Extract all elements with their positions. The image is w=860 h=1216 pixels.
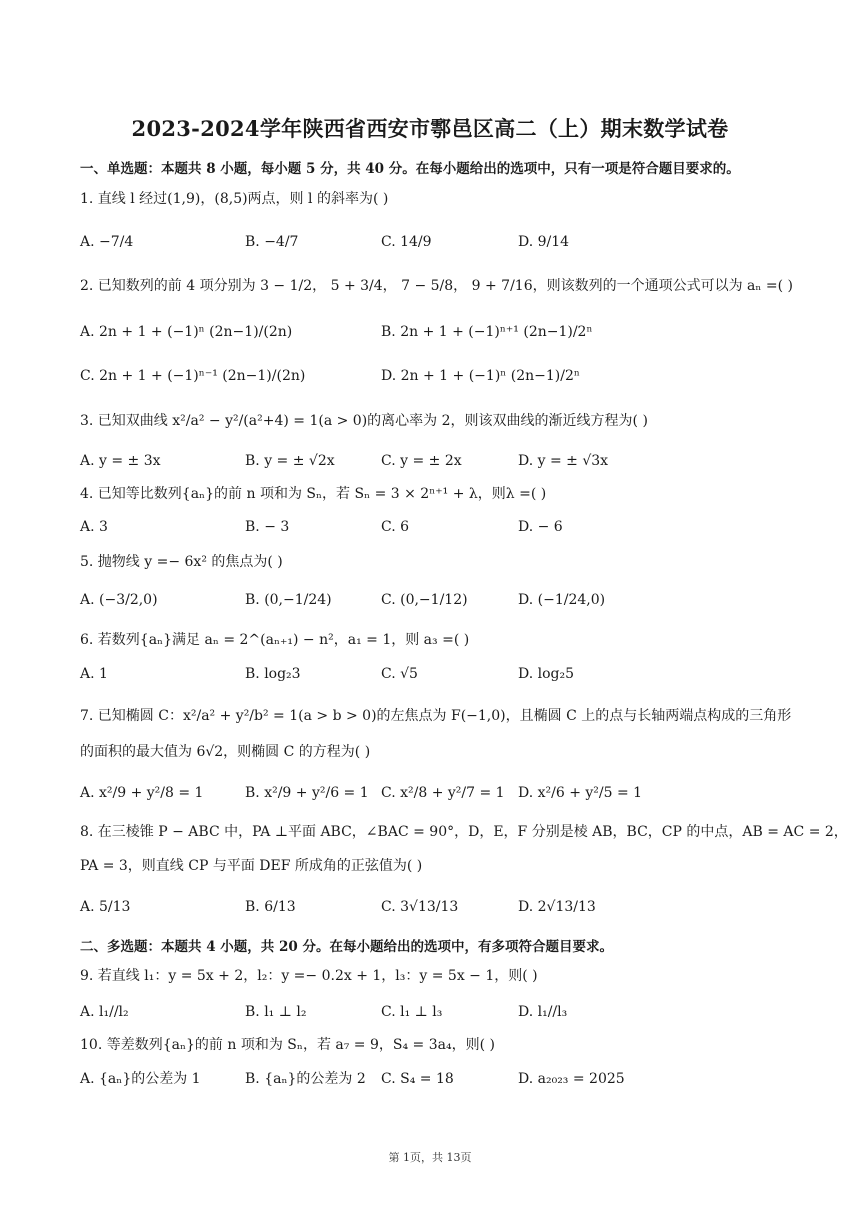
question-4-option-a: A. 3	[80, 519, 108, 535]
question-1-stem: 1. 直线 l 经过(1,9)，(8,5)两点，则 l 的斜率为( )	[80, 191, 389, 207]
question-2-option-d: D. 2n + 1 + (−1)ⁿ (2n−1)/2ⁿ	[381, 368, 580, 384]
question-8-option-d: D. 2√13/13	[518, 899, 596, 915]
question-6-options	[80, 660, 800, 688]
question-1-options	[80, 228, 800, 256]
question-4-option-b: B. − 3	[245, 519, 290, 535]
section-multiple-choice-heading: 二、多选题：本题共 4 小题，共 20 分。在每小题给出的选项中，有多项符合题目要求。	[80, 939, 613, 955]
question-2-options-row2	[80, 362, 800, 390]
question-8-option-a: A. 5/13	[80, 899, 131, 915]
question-8-option-b: B. 6/13	[245, 899, 296, 915]
question-1-option-c: C. 14/9	[381, 234, 432, 250]
question-10-stem: 10. 等差数列{aₙ}的前 n 项和为 Sₙ，若 a₇ = 9，S₄ = 3a₄，则( )	[80, 1037, 495, 1053]
question-5-option-d: D. (−1/24,0)	[518, 592, 606, 608]
question-9-option-b: B. l₁ ⊥ l₂	[245, 1004, 307, 1020]
question-3-options	[80, 447, 800, 475]
question-5-option-b: B. (0,−1/24)	[245, 592, 332, 608]
question-7-option-c: C. x²/8 + y²/7 = 1	[381, 785, 505, 801]
question-7-option-a: A. x²/9 + y²/8 = 1	[80, 785, 204, 801]
question-1-option-a: A. −7/4	[80, 234, 134, 250]
section-single-choice-heading: 一、单选题：本题共 8 小题，每小题 5 分，共 40 分。在每小题给出的选项中，只有一项是符合题目要求的。	[80, 161, 740, 177]
question-2-stem: 2. 已知数列的前 4 项分别为 3 − 1/2， 5 + 3/4， 7 − 5/8， 9 + 7/16，则该数列的一个通项公式可以为 aₙ =( )	[80, 278, 794, 294]
question-8-option-c: C. 3√13/13	[381, 899, 459, 915]
question-7-stem-line2: 的面积的最大值为 6√2，则椭圆 C 的方程为( )	[80, 744, 371, 760]
question-3-option-c: C. y = ± 2x	[381, 453, 462, 469]
page-footer: 第 1页，共 13页	[388, 1151, 472, 1164]
question-9-options	[80, 998, 800, 1026]
question-5-options	[80, 586, 800, 614]
question-9-stem: 9. 若直线 l₁：y = 5x + 2，l₂：y =− 0.2x + 1，l₃：y = 5x − 1，则( )	[80, 968, 538, 984]
question-3-stem: 3. 已知双曲线 x²/a² − y²/(a²+4) = 1(a > 0)的离心率为 2，则该双曲线的渐近线方程为( )	[80, 413, 648, 429]
question-5-option-a: A. (−3/2,0)	[80, 592, 158, 608]
question-6-option-a: A. 1	[80, 666, 108, 682]
question-3-option-a: A. y = ± 3x	[80, 453, 161, 469]
question-9-option-d: D. l₁//l₃	[518, 1004, 568, 1020]
question-6-stem: 6. 若数列{aₙ}满足 aₙ = 2^(aₙ₊₁) − n²，a₁ = 1，则 a₃ =( )	[80, 632, 470, 648]
question-4-options	[80, 513, 800, 541]
question-6-option-b: B. log₂3	[245, 666, 301, 682]
question-9-option-c: C. l₁ ⊥ l₃	[381, 1004, 443, 1020]
question-6-option-d: D. log₂5	[518, 666, 575, 682]
question-9-option-a: A. l₁//l₂	[80, 1004, 129, 1020]
question-5-stem: 5. 抛物线 y =− 6x² 的焦点为( )	[80, 554, 283, 570]
question-2-option-b: B. 2n + 1 + (−1)ⁿ⁺¹ (2n−1)/2ⁿ	[381, 324, 593, 340]
question-10-option-a: A. {aₙ}的公差为 1	[80, 1071, 201, 1087]
question-1-option-b: B. −4/7	[245, 234, 299, 250]
question-4-stem: 4. 已知等比数列{aₙ}的前 n 项和为 Sₙ，若 Sₙ = 3 × 2ⁿ⁺¹ + λ，则λ =( )	[80, 486, 547, 502]
question-8-stem-line1: 8. 在三棱锥 P − ABC 中，PA ⊥平面 ABC，∠BAC = 90°，D，E，F 分别是棱 AB，BC，CP 的中点，AB = AC = 2，	[80, 824, 848, 840]
question-4-option-c: C. 6	[381, 519, 410, 535]
question-8-stem-line2: PA = 3，则直线 CP 与平面 DEF 所成角的正弦值为( )	[80, 858, 423, 874]
question-7-option-d: D. x²/6 + y²/5 = 1	[518, 785, 643, 801]
exam-title: 2023-2024学年陕西省西安市鄠邑区高二（上）期末数学试卷	[131, 116, 729, 141]
question-4-option-d: D. − 6	[518, 519, 563, 535]
question-10-option-c: C. S₄ = 18	[381, 1071, 454, 1087]
question-3-option-b: B. y = ± √2x	[245, 453, 335, 469]
question-10-options	[80, 1065, 800, 1093]
question-3-option-d: D. y = ± √3x	[518, 453, 609, 469]
question-5-option-c: C. (0,−1/12)	[381, 592, 468, 608]
question-6-option-c: C. √5	[381, 666, 418, 682]
question-7-options	[80, 779, 800, 807]
question-10-option-b: B. {aₙ}的公差为 2	[245, 1071, 366, 1087]
question-8-options	[80, 893, 800, 921]
question-2-option-c: C. 2n + 1 + (−1)ⁿ⁻¹ (2n−1)/(2n)	[80, 368, 306, 384]
question-2-options-row1	[80, 318, 800, 346]
question-1-option-d: D. 9/14	[518, 234, 570, 250]
question-2-option-a: A. 2n + 1 + (−1)ⁿ (2n−1)/(2n)	[80, 324, 293, 340]
question-10-option-d: D. a₂₀₂₃ = 2025	[518, 1071, 625, 1087]
question-7-option-b: B. x²/9 + y²/6 = 1	[245, 785, 369, 801]
question-7-stem-line1: 7. 已知椭圆 C：x²/a² + y²/b² = 1(a > b > 0)的左焦点为 F(−1,0)，且椭圆 C 上的点与长轴两端点构成的三角形	[80, 708, 792, 724]
